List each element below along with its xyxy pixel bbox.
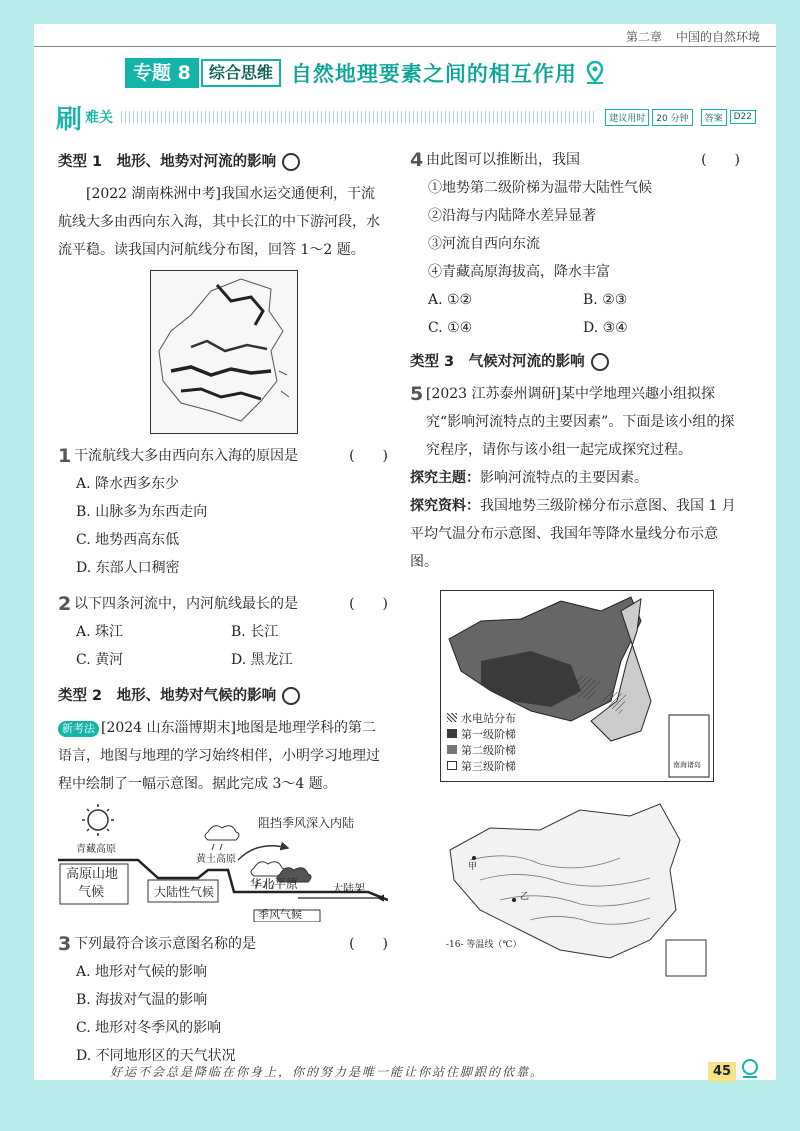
q4-option-c[interactable]: C. ①④ xyxy=(428,320,473,336)
q2-options-row1 xyxy=(58,618,388,646)
target-icon xyxy=(591,353,609,371)
question-3 xyxy=(58,930,388,958)
topic-number: 专题 8 xyxy=(125,58,199,88)
q2-options-row2 xyxy=(58,646,388,674)
section-bar-stripes xyxy=(121,111,594,123)
q4-options-row2 xyxy=(410,314,740,342)
legend-step1 xyxy=(447,727,516,743)
terrain-steps-map xyxy=(440,590,714,782)
q1-option-b[interactable]: B. 山脉多为东西走向 xyxy=(76,504,208,520)
chapter-name: 中国的自然环境 xyxy=(675,30,760,44)
footer-quote: 好运不会总是降临在你身上，你的努力是唯一能让你站住脚跟的依靠。 xyxy=(110,1065,545,1079)
section-bar-title: 难关 xyxy=(85,110,114,126)
answer-label: 答案 xyxy=(701,109,727,126)
q4-answer-blank[interactable]: ( ) xyxy=(701,152,740,168)
temperature-map xyxy=(440,800,712,980)
q5-topic xyxy=(410,464,740,492)
q5-data-value: 我国地势三级阶梯分布示意图、我国 1 月平均气温分布示意图、我国年等降水量线分布示意图。 xyxy=(410,498,736,570)
section-bar xyxy=(56,104,756,135)
page-badge-icon xyxy=(740,1058,760,1080)
intro2-text xyxy=(58,714,388,798)
q3-answer-blank[interactable]: ( ) xyxy=(349,936,388,952)
legend-hydro-swatch xyxy=(447,713,457,722)
q5-data-label: 探究资料： xyxy=(410,498,480,514)
q4-item-1: ①地势第二级阶梯为温带大陆性气候 xyxy=(428,180,652,196)
point-yi-label: 乙 xyxy=(520,892,530,902)
q4-item-2: ②沿海与内陆降水差异显著 xyxy=(428,208,596,224)
new-method-badge: 新考法 xyxy=(58,721,99,737)
type3-heading xyxy=(410,348,740,376)
q5-text: [2023 江苏泰州调研]某中学地理兴趣小组拟探究“影响河流特点的主要因素”。下面是该小组的探究程序，请你与该小组一起完成探究过程。 xyxy=(426,386,735,458)
q3-text: 下列最符合该示意图名称的是 xyxy=(74,936,256,952)
target-icon xyxy=(282,687,300,705)
intro2-body: [2024 山东淄博期末]地图是地理学科的第二语言，地图与地理的学习始终相伴，小明学习地理过程中绘制了一幅示意图。据此完成 3～4 题。 xyxy=(58,720,380,792)
waterway-map-image xyxy=(151,271,297,433)
question-1 xyxy=(58,442,388,470)
question-2 xyxy=(58,590,388,618)
question-4 xyxy=(410,146,740,174)
q1-answer-blank[interactable]: ( ) xyxy=(349,448,388,464)
legend-step3-label: 第三级阶梯 xyxy=(461,760,516,773)
legend-step2-label: 第二级阶梯 xyxy=(461,744,516,757)
q5-number: 5 xyxy=(410,383,424,405)
label-continental-climate: 大陆性气候 xyxy=(154,885,215,899)
q5-topic-value: 影响河流特点的主要因素。 xyxy=(480,470,648,486)
south-sea-label: 南海诸岛 xyxy=(673,761,701,769)
label-loess-plateau: 黄土高原 xyxy=(196,854,236,865)
temperature-map-image xyxy=(440,800,712,980)
q4-options-row1 xyxy=(410,286,740,314)
q3-option-d[interactable]: D. 不同地形区的天气状况 xyxy=(76,1048,236,1064)
legend-hydro-label: 水电站分布 xyxy=(461,712,516,725)
chapter-number: 第二章 xyxy=(625,30,662,44)
q1-number: 1 xyxy=(58,445,72,467)
target-icon xyxy=(282,153,300,171)
q4-item-4: ④青藏高原海拔高，降水丰富 xyxy=(428,264,610,280)
terrain-diagram xyxy=(58,804,388,922)
header-rule xyxy=(34,46,776,47)
legend-hydro xyxy=(447,711,516,727)
time-value: 20 分钟 xyxy=(652,109,692,126)
q2-option-a[interactable]: A. 珠江 xyxy=(76,624,124,640)
q5-data xyxy=(410,492,740,576)
topic-tag: 综合思维 xyxy=(201,59,281,87)
q3-number: 3 xyxy=(58,933,72,955)
q2-option-d[interactable]: D. 黑龙江 xyxy=(231,652,293,668)
legend-step1-swatch xyxy=(447,729,457,738)
question-5 xyxy=(410,380,740,464)
q4-item-3: ③河流自西向东流 xyxy=(428,236,540,252)
waterway-map xyxy=(150,270,298,434)
steps-legend xyxy=(447,711,516,775)
q2-number: 2 xyxy=(58,593,72,615)
q5-topic-label: 探究主题： xyxy=(410,470,480,486)
topic-title: 自然地理要素之间的相互作用 xyxy=(290,62,577,86)
legend-step2-swatch xyxy=(447,745,457,754)
left-column xyxy=(58,146,388,1070)
label-qinghai-tibet: 青藏高原 xyxy=(76,844,116,855)
legend-step3 xyxy=(447,759,516,775)
label-block-monsoon: 阻挡季风深入内陆 xyxy=(258,816,355,830)
q2-answer-blank[interactable]: ( ) xyxy=(349,596,388,612)
chapter-header xyxy=(612,28,760,45)
q4-option-b[interactable]: B. ②③ xyxy=(583,292,628,308)
q1-option-d[interactable]: D. 东部人口稠密 xyxy=(76,560,180,576)
time-label: 建议用时 xyxy=(605,109,649,126)
page-number: 45 xyxy=(708,1062,736,1082)
type1-heading xyxy=(58,148,388,176)
q4-number: 4 xyxy=(410,149,424,171)
q4-text: 由此图可以推断出，我国 xyxy=(426,152,580,168)
type2-title: 类型 2 地形、地势对气候的影响 xyxy=(58,688,277,704)
q1-option-c[interactable]: C. 地势西高东低 xyxy=(76,532,180,548)
q4-option-d[interactable]: D. ③④ xyxy=(583,320,628,336)
type3-title: 类型 3 气候对河流的影响 xyxy=(410,354,585,370)
q1-option-a[interactable]: A. 降水西多东少 xyxy=(76,476,180,492)
q2-option-b[interactable]: B. 长江 xyxy=(231,624,279,640)
location-pin-icon xyxy=(585,61,605,85)
section-bar-brush: 刷 xyxy=(56,104,83,135)
q4-option-a[interactable]: A. ①② xyxy=(428,292,473,308)
legend-step3-swatch xyxy=(447,761,457,770)
label-continental-shelf: 大陆架 xyxy=(332,882,365,895)
isotherm-legend: -16- 等温线（℃） xyxy=(446,940,522,950)
q1-text: 干流航线大多由西向东入海的原因是 xyxy=(74,448,298,464)
label-monsoon-climate: 季风气候 xyxy=(258,908,302,921)
answer-page: D22 xyxy=(730,110,756,124)
legend-step2 xyxy=(447,743,516,759)
point-jia-label: 甲 xyxy=(468,862,478,872)
right-column xyxy=(410,146,740,980)
q2-text: 以下四条河流中，内河航线最长的是 xyxy=(74,596,298,612)
topic-banner xyxy=(125,57,605,89)
q3-option-b[interactable]: B. 海拔对气温的影响 xyxy=(76,992,208,1008)
type1-title: 类型 1 地形、地势对河流的影响 xyxy=(58,154,277,170)
q2-option-c[interactable]: C. 黄河 xyxy=(76,652,124,668)
q3-option-a[interactable]: A. 地形对气候的影响 xyxy=(76,964,208,980)
legend-step1-label: 第一级阶梯 xyxy=(461,728,516,741)
label-mountain-climate-2: 气候 xyxy=(78,885,105,900)
q3-option-c[interactable]: C. 地形对冬季风的影响 xyxy=(76,1020,222,1036)
intro1-text: [2022 湖南株洲中考]我国水运交通便利，干流航线大多由西向东入海，其中长江的中下游河段，水流平稳。读我国内河航线分布图，回答 1～2 题。 xyxy=(58,186,380,258)
label-north-china-plain: 华北平原 xyxy=(250,877,299,891)
label-mountain-climate-1: 高原山地 xyxy=(66,867,119,882)
type2-heading xyxy=(58,682,388,710)
